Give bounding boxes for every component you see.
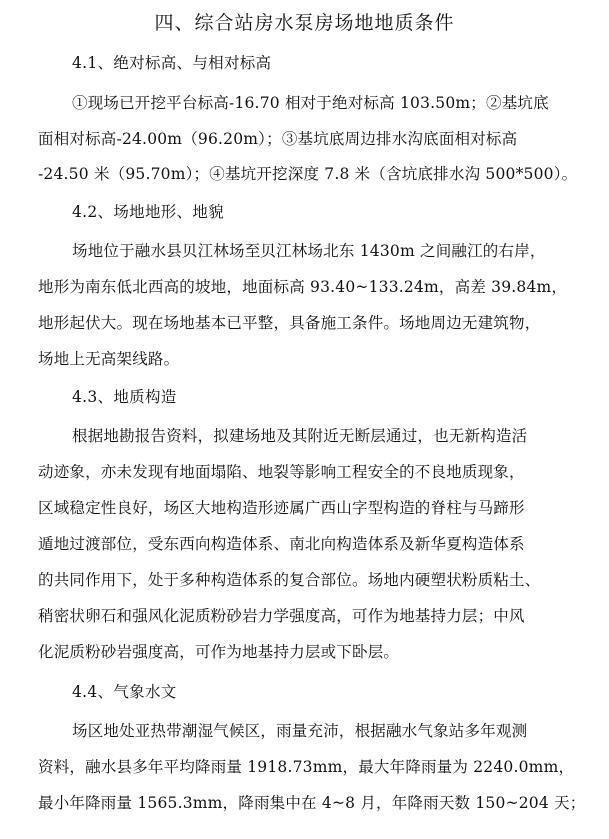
document-title: 四、综合站房水泵房场地地质条件 bbox=[154, 12, 455, 34]
section-heading-4-4: 4.4、气象水文 bbox=[72, 683, 177, 701]
paragraph-line: 地形为南东低北西高的坡地，地面标高 93.40~133.24m，高差 39.84m， bbox=[38, 278, 568, 296]
paragraph-line: 动迹象，亦未发现有地面塌陷、地裂等影响工程安全的不良地质现象， bbox=[38, 463, 525, 481]
paragraph-line: 最小年降雨量 1565.3mm，降雨集中在 4~8 月，年降雨天数 150~204 天； bbox=[38, 794, 586, 812]
section-heading-4-2: 4.2、场地地形、地貌 bbox=[72, 203, 224, 221]
paragraph-line: 稍密状卵石和强风化泥质粉砂岩力学强度高，可作为地基持力层；中风 bbox=[38, 607, 525, 625]
paragraph-line: -24.50 米（95.70m）；④基坑开挖深度 7.8 米（含坑底排水沟 500*500）。 bbox=[38, 165, 578, 183]
paragraph-line: 的共同作用下，处于多种构造体系的复合部位。场地内硬塑状粉质粘土、 bbox=[38, 571, 541, 589]
paragraph-line: 化泥质粉砂岩强度高，可作为地基持力层或下卧层。 bbox=[38, 643, 400, 661]
paragraph-line: 面相对标高-24.00m（96.20m）；③基坑底周边排水沟底面相对标高 bbox=[38, 130, 518, 148]
paragraph-line: 区域稳定性良好，场区大地构造形迹属广西山字型构造的脊柱与马蹄形 bbox=[38, 499, 525, 517]
paragraph-line: 场区地处亚热带潮湿气候区，雨量充沛，根据融水气象站多年观测 bbox=[72, 722, 528, 740]
section-heading-4-3: 4.3、地质构造 bbox=[72, 388, 177, 406]
paragraph-line: ①现场已开挖平台标高-16.70 相对于绝对标高 103.50m；②基坑底 bbox=[72, 94, 549, 112]
paragraph-line: 场地位于融水县贝江林场至贝江林场北东 1430m 之间融江的右岸， bbox=[72, 242, 546, 260]
paragraph-line: 资料，融水县多年平均降雨量 1918.73mm，最大年降雨量为 2240.0mm， bbox=[38, 758, 575, 776]
section-heading-4-1: 4.1、绝对标高、与相对标高 bbox=[72, 54, 272, 72]
paragraph-line: 遁地过渡部位，受东西向构造体系、南北向构造体系及新华夏构造体系 bbox=[38, 535, 525, 553]
paragraph-line: 场地上无高架线路。 bbox=[38, 350, 180, 368]
paragraph-line: 地形起伏大。现在场地基本已平整，具备施工条件。场地周边无建筑物， bbox=[38, 314, 541, 332]
paragraph-line: 根据地勘报告资料，拟建场地及其附近无断层通过，也无新构造活 bbox=[72, 427, 528, 445]
